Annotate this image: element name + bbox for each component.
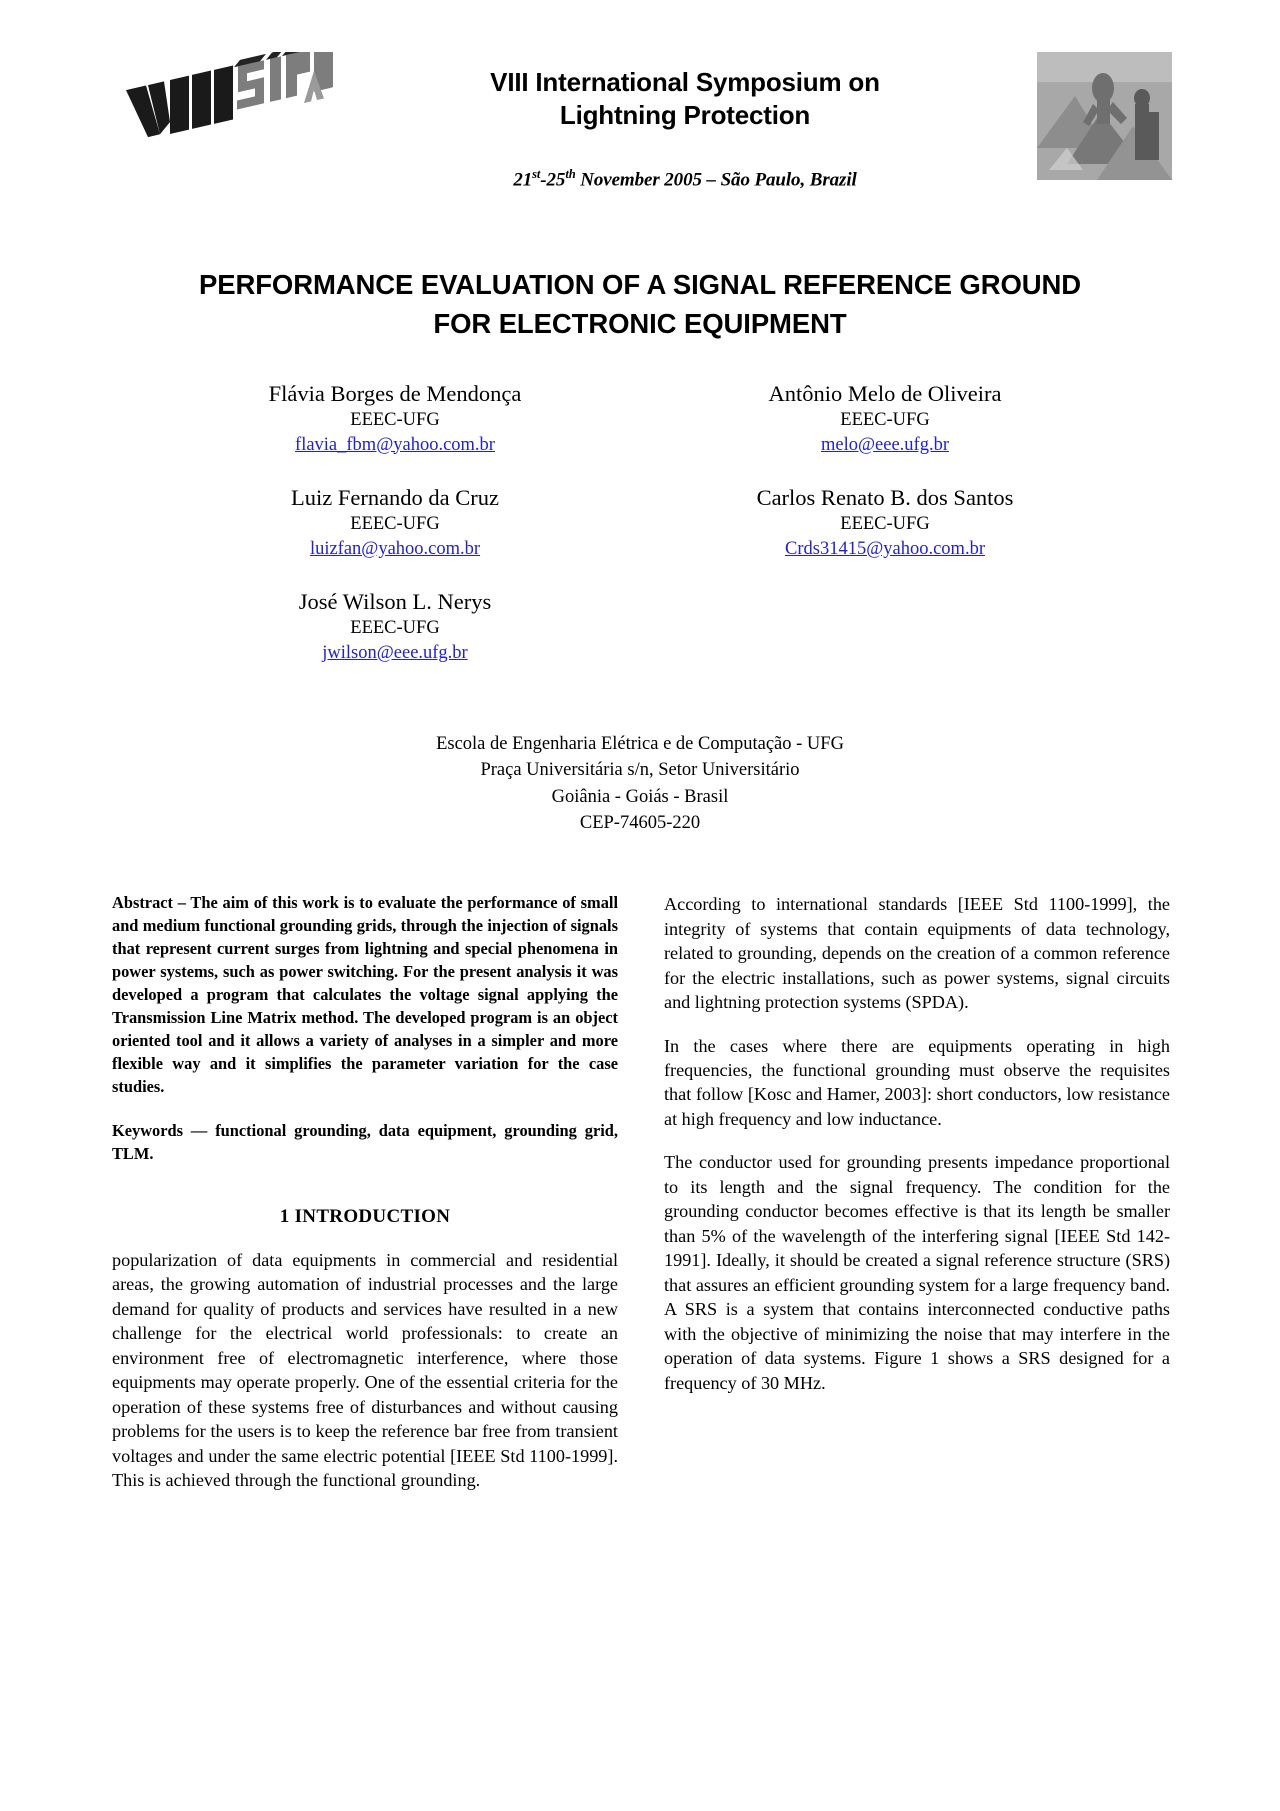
author-email-link[interactable]: jwilson@eee.ufg.br — [322, 642, 468, 663]
conference-title-line1: VIII International Symposium on — [490, 67, 880, 97]
date-ordinal-2: th — [565, 166, 576, 181]
author-column-right — [640, 379, 1130, 691]
conference-photo-icon — [1037, 52, 1172, 180]
author-name: Luiz Fernando da Cruz — [290, 485, 500, 511]
author-affiliation: EEEC-UFG — [350, 514, 440, 535]
author-name: Antônio Melo de Oliveira — [768, 380, 1002, 406]
date-suffix: November 2005 – São Paulo, Brazil — [575, 168, 857, 190]
date-ordinal-1: st — [532, 166, 541, 181]
body-columns — [0, 892, 1280, 1492]
address-line-1: Escola de Engenharia Elétrica e de Computação - UFG — [436, 734, 844, 755]
author-name: Flávia Borges de Mendonça — [268, 380, 522, 406]
author-email-link[interactable]: Crds31415@yahoo.com.br — [785, 538, 985, 559]
page-title — [0, 265, 1280, 343]
column-left — [112, 892, 618, 1492]
keywords-text: Keywords — functional grounding, data equipment, grounding grid, TLM. — [112, 1120, 618, 1163]
author-entry — [150, 587, 640, 665]
author-email-link[interactable]: melo@eee.ufg.br — [821, 434, 949, 455]
date-prefix: 21 — [513, 168, 533, 190]
author-affiliation: EEEC-UFG — [350, 410, 440, 431]
sipda-logo-icon — [118, 52, 333, 182]
address-line-3: Goiânia - Goiás - Brasil — [551, 786, 729, 807]
author-affiliation: EEEC-UFG — [840, 514, 930, 535]
conference-title — [333, 66, 1037, 133]
address-line-2: Praça Universitária s/n, Setor Universitário — [480, 760, 800, 781]
author-email-link[interactable]: flavia_fbm@yahoo.com.br — [295, 434, 495, 455]
author-column-left — [150, 379, 640, 691]
column-right — [664, 892, 1170, 1492]
author-entry — [150, 379, 640, 457]
conference-date — [333, 167, 1037, 191]
section-heading-introduction: 1 INTRODUCTION — [279, 1205, 451, 1227]
paper-title-line2: FOR ELECTRONIC EQUIPMENT — [433, 307, 847, 339]
author-list — [0, 379, 1280, 691]
author-affiliation: EEEC-UFG — [840, 410, 930, 431]
author-name: Carlos Renato B. dos Santos — [756, 485, 1014, 511]
paragraph: In the cases where there are equipments operating in high frequencies, the functional grounding must observe the requisites that follow [Kosc and Hamer, 2003]: short conductors, low resistance at high frequency and low inductance. — [664, 1035, 1170, 1129]
author-entry — [640, 483, 1130, 561]
author-name: José Wilson L. Nerys — [298, 589, 492, 615]
page-header — [0, 0, 1280, 191]
author-affiliation: EEEC-UFG — [350, 618, 440, 639]
date-mid: -25 — [540, 168, 566, 190]
address-line-4: CEP-74605-220 — [579, 812, 701, 833]
paper-title-line1: PERFORMANCE EVALUATION OF A SIGNAL REFERENCE GROUND — [198, 268, 1082, 300]
paragraph: According to international standards [IEEE Std 1100-1999], the integrity of systems that contain equipments of data technology, related to grounding, depends on the creation of a common reference for the electric installations, such as power systems, signal circuits and lightning protection systems (SPDA). — [664, 894, 1170, 1013]
conference-heading — [333, 52, 1037, 191]
author-email-link[interactable]: luizfan@yahoo.com.br — [309, 538, 481, 559]
author-entry — [150, 483, 640, 561]
abstract-text: Abstract – The aim of this work is to evaluate the performance of small and medium functional grounding grids, through the injection of signals that represent current surges from lightning and special phenomena in power systems, such as power switching. For the present analysis it was developed a program that calculates the voltage signal applying the Transmission Line Matrix method. The developed program is an object oriented tool and it allows a variety of analyses in a simpler and more flexible way and it simplifies the parameter variation for the case studies. — [112, 893, 618, 1096]
paragraph: The conductor used for grounding presents impedance proportional to its length and the signal frequency. The condition for the grounding conductor becomes effective is that its length be smaller than 5% of the wavelength of the interfering signal [IEEE Std 142-1991]. Ideally, it should be created a signal reference structure (SRS) that assures an efficient grounding system for a large frequency band. A SRS is a system that contains interconnected conductive paths with the objective of minimizing the noise that may interfere in the operation of data systems. Figure 1 shows a SRS designed for a frequency of 30 MHz. — [664, 1152, 1170, 1393]
institution-address — [0, 731, 1280, 836]
conference-title-line2: Lightning Protection — [559, 100, 811, 131]
author-entry — [640, 379, 1130, 457]
paragraph: popularization of data equipments in commercial and residential areas, the growing automation of industrial processes and the large demand for quality of products and services have resulted in a new challenge for the electrical world professionals: to create an environment free of electromagnetic interference, where those equipments may operate properly. One of the essential criteria for the operation of these systems free of disturbances and without causing problems for the users is to keep the reference bar free from transient voltages and under the same electric potential [IEEE Std 1100-1999]. This is achieved through the functional grounding. — [112, 1249, 618, 1491]
